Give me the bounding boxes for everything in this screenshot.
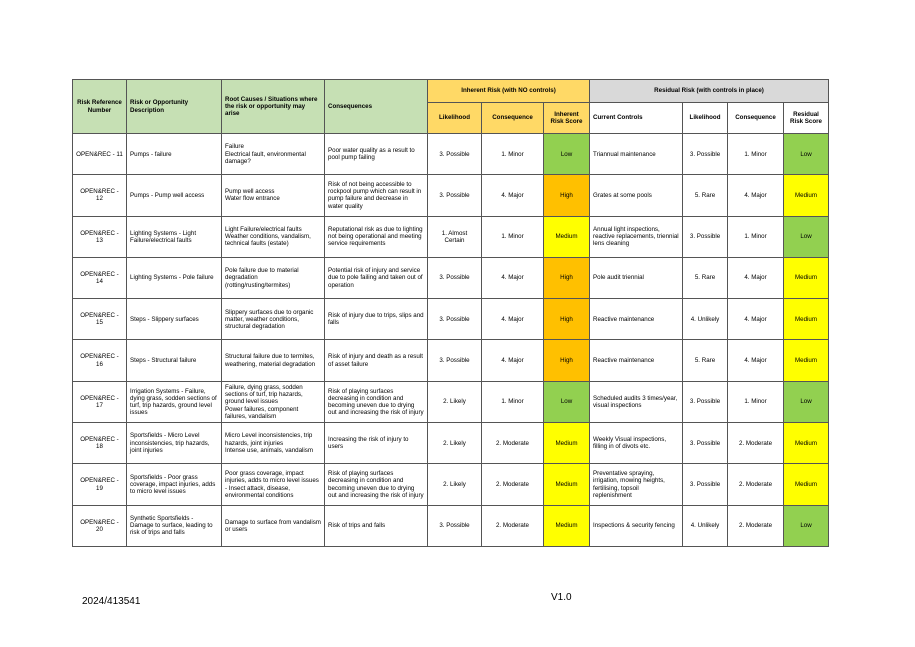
root-cause-cell: Failure Electrical fault, environmental damage? [222, 134, 325, 175]
inherent-score-cell: Medium [544, 505, 590, 546]
risk-ref-cell: OPEN&REC - 14 [73, 257, 127, 298]
root-cause-cell: Structural failure due to termites, weathering, material degradation [222, 340, 325, 381]
risk-desc-cell: Pumps - Pump well access [127, 175, 222, 216]
risk-register-table [72, 79, 829, 547]
residual-likelihood-cell: 5. Rare [683, 340, 728, 381]
residual-consequence-cell: 2. Moderate [728, 464, 784, 505]
header-residual-group: Residual Risk (with controls in place) [590, 80, 829, 103]
risk-desc-cell: Steps - Structural failure [127, 340, 222, 381]
current-controls-cell: Reactive maintenance [590, 340, 683, 381]
inherent-score-cell: Low [544, 381, 590, 422]
residual-score-cell: Medium [784, 299, 829, 340]
consequence-cell: Risk of playing surfaces decreasing in condition and becoming uneven due to drying out and increasing the risk of injury [325, 464, 428, 505]
header-risk-desc: Risk or Opportunity Description [127, 80, 222, 134]
table-row [73, 134, 829, 175]
root-cause-cell: Poor grass coverage, impact injuries, adds to micro level issues - Insect attack, disease, environmental conditions [222, 464, 325, 505]
risk-desc-cell: Lighting Systems - Light Failure/electrical faults [127, 216, 222, 257]
table-body [73, 134, 829, 547]
table-row [73, 464, 829, 505]
risk-desc-cell: Steps - Slippery surfaces [127, 299, 222, 340]
header-res-likelihood: Likelihood [683, 103, 728, 134]
current-controls-cell: Triannual maintenance [590, 134, 683, 175]
header-inherent-group: Inherent Risk (with NO controls) [428, 80, 590, 103]
residual-consequence-cell: 2. Moderate [728, 423, 784, 464]
consequence-rating-cell: 2. Moderate [482, 464, 544, 505]
likelihood-cell: 2. Likely [428, 464, 482, 505]
current-controls-cell: Scheduled audits 3 times/year, visual inspections [590, 381, 683, 422]
table-row [73, 381, 829, 422]
risk-ref-cell: OPEN&REC - 20 [73, 505, 127, 546]
root-cause-cell: Slippery surfaces due to organic matter, weather conditions, structural degradation [222, 299, 325, 340]
likelihood-cell: 3. Possible [428, 134, 482, 175]
version-label: V1.0 [551, 592, 572, 603]
likelihood-cell: 1. Almost Certain [428, 216, 482, 257]
current-controls-cell: Inspections & security fencing [590, 505, 683, 546]
header-risk-ref: Risk Reference Number [73, 80, 127, 134]
likelihood-cell: 3. Possible [428, 257, 482, 298]
current-controls-cell: Pole audit triennial [590, 257, 683, 298]
residual-consequence-cell: 4. Major [728, 175, 784, 216]
current-controls-cell: Reactive maintenance [590, 299, 683, 340]
current-controls-cell: Preventative spraying, irrigation, mowing heights, fertilising, topsoil replenishment [590, 464, 683, 505]
inherent-score-cell: High [544, 299, 590, 340]
consequence-cell: Poor water quality as a result to pool pump failing [325, 134, 428, 175]
document-number: 2024/413541 [82, 596, 141, 607]
header-root-causes: Root Causes / Situations where the risk or opportunity may arise [222, 80, 325, 134]
inherent-score-cell: Medium [544, 423, 590, 464]
table-row [73, 340, 829, 381]
current-controls-cell: Grates at some pools [590, 175, 683, 216]
residual-consequence-cell: 2. Moderate [728, 505, 784, 546]
risk-desc-cell: Sportsfields - Micro Level inconsistencies, trip hazards, joint injuries [127, 423, 222, 464]
residual-score-cell: Low [784, 216, 829, 257]
residual-consequence-cell: 1. Minor [728, 381, 784, 422]
residual-likelihood-cell: 3. Possible [683, 423, 728, 464]
consequence-rating-cell: 1. Minor [482, 216, 544, 257]
risk-ref-cell: OPEN&REC - 17 [73, 381, 127, 422]
current-controls-cell: Annual light inspections, reactive replacements, triennial lens cleaning [590, 216, 683, 257]
table-row [73, 216, 829, 257]
inherent-score-cell: High [544, 257, 590, 298]
consequence-cell: Risk of injury and death as a result of asset failure [325, 340, 428, 381]
risk-desc-cell: Synthetic Sportsfields - Damage to surface, leading to risk of trips and falls [127, 505, 222, 546]
consequence-cell: Risk of playing surfaces decreasing in condition and becoming uneven due to drying out and increasing the risk of injury [325, 381, 428, 422]
root-cause-cell: Micro Level inconsistencies, trip hazards, joint injuries Intense use, animals, vandalism [222, 423, 325, 464]
root-cause-cell: Damage to surface from vandalism or users [222, 505, 325, 546]
root-cause-cell: Pump well access Water flow entrance [222, 175, 325, 216]
consequence-cell: Reputational risk as due to lighting not being operational and meeting service requirements [325, 216, 428, 257]
risk-ref-cell: OPEN&REC - 16 [73, 340, 127, 381]
risk-desc-cell: Pumps - failure [127, 134, 222, 175]
likelihood-cell: 3. Possible [428, 175, 482, 216]
inherent-score-cell: High [544, 340, 590, 381]
root-cause-cell: Failure, dying grass, sodden sections of turf, trip hazards, ground level issues Power failures, component failures, vandalism [222, 381, 325, 422]
header-res-consequence: Consequence [728, 103, 784, 134]
header-current-controls: Current Controls [590, 103, 683, 134]
residual-likelihood-cell: 3. Possible [683, 134, 728, 175]
residual-likelihood-cell: 5. Rare [683, 257, 728, 298]
residual-likelihood-cell: 3. Possible [683, 216, 728, 257]
consequence-cell: Risk of injury due to trips, slips and falls [325, 299, 428, 340]
risk-ref-cell: OPEN&REC - 15 [73, 299, 127, 340]
risk-ref-cell: OPEN&REC - 18 [73, 423, 127, 464]
residual-consequence-cell: 1. Minor [728, 134, 784, 175]
residual-score-cell: Medium [784, 340, 829, 381]
residual-likelihood-cell: 4. Unlikely [683, 299, 728, 340]
risk-desc-cell: Lighting Systems - Pole failure [127, 257, 222, 298]
root-cause-cell: Pole failure due to material degradation (rotting/rusting/termites) [222, 257, 325, 298]
residual-consequence-cell: 4. Major [728, 340, 784, 381]
consequence-cell: Potential risk of injury and service due to pole failing and taken out of operation [325, 257, 428, 298]
consequence-rating-cell: 4. Major [482, 340, 544, 381]
residual-likelihood-cell: 4. Unlikely [683, 505, 728, 546]
consequence-rating-cell: 2. Moderate [482, 423, 544, 464]
risk-desc-cell: Sportsfields - Poor grass coverage, impact injuries, adds to micro level issues [127, 464, 222, 505]
risk-ref-cell: OPEN&REC - 19 [73, 464, 127, 505]
residual-score-cell: Medium [784, 175, 829, 216]
inherent-score-cell: Medium [544, 216, 590, 257]
residual-likelihood-cell: 5. Rare [683, 175, 728, 216]
residual-score-cell: Medium [784, 257, 829, 298]
consequence-rating-cell: 4. Major [482, 175, 544, 216]
table-row [73, 257, 829, 298]
consequence-rating-cell: 4. Major [482, 299, 544, 340]
header-residual-score: Residual Risk Score [784, 103, 829, 134]
current-controls-cell: Weekly Visual inspections, filling in of divots etc. [590, 423, 683, 464]
residual-score-cell: Medium [784, 464, 829, 505]
residual-consequence-cell: 4. Major [728, 299, 784, 340]
risk-ref-cell: OPEN&REC - 12 [73, 175, 127, 216]
table-row [73, 175, 829, 216]
header-consequences: Consequences [325, 80, 428, 134]
consequence-cell: Risk of not being accessible to rockpool pump which can result in pump failure and decrease in water quality [325, 175, 428, 216]
residual-score-cell: Low [784, 134, 829, 175]
residual-consequence-cell: 4. Major [728, 257, 784, 298]
residual-score-cell: Medium [784, 423, 829, 464]
residual-likelihood-cell: 3. Possible [683, 381, 728, 422]
consequence-rating-cell: 4. Major [482, 257, 544, 298]
consequence-rating-cell: 1. Minor [482, 381, 544, 422]
inherent-score-cell: High [544, 175, 590, 216]
likelihood-cell: 3. Possible [428, 299, 482, 340]
residual-consequence-cell: 1. Minor [728, 216, 784, 257]
residual-likelihood-cell: 3. Possible [683, 464, 728, 505]
header-consequence: Consequence [482, 103, 544, 134]
consequence-cell: Increasing the risk of injury to users [325, 423, 428, 464]
header-inherent-score: Inherent Risk Score [544, 103, 590, 134]
inherent-score-cell: Medium [544, 464, 590, 505]
risk-desc-cell: Irrigation Systems - Failure, dying grass, sodden sections of turf, trip hazards, ground level issues [127, 381, 222, 422]
likelihood-cell: 3. Possible [428, 505, 482, 546]
table-row [73, 299, 829, 340]
residual-score-cell: Low [784, 381, 829, 422]
inherent-score-cell: Low [544, 134, 590, 175]
consequence-rating-cell: 1. Minor [482, 134, 544, 175]
likelihood-cell: 2. Likely [428, 381, 482, 422]
consequence-cell: Risk of trips and falls [325, 505, 428, 546]
residual-score-cell: Low [784, 505, 829, 546]
table-row [73, 505, 829, 546]
risk-ref-cell: OPEN&REC - 11 [73, 134, 127, 175]
likelihood-cell: 2. Likely [428, 423, 482, 464]
risk-ref-cell: OPEN&REC - 13 [73, 216, 127, 257]
table-row [73, 423, 829, 464]
root-cause-cell: Light Failure/electrical faults Weather conditions, vandalism, technical faults (estate) [222, 216, 325, 257]
consequence-rating-cell: 2. Moderate [482, 505, 544, 546]
header-likelihood: Likelihood [428, 103, 482, 134]
likelihood-cell: 3. Possible [428, 340, 482, 381]
